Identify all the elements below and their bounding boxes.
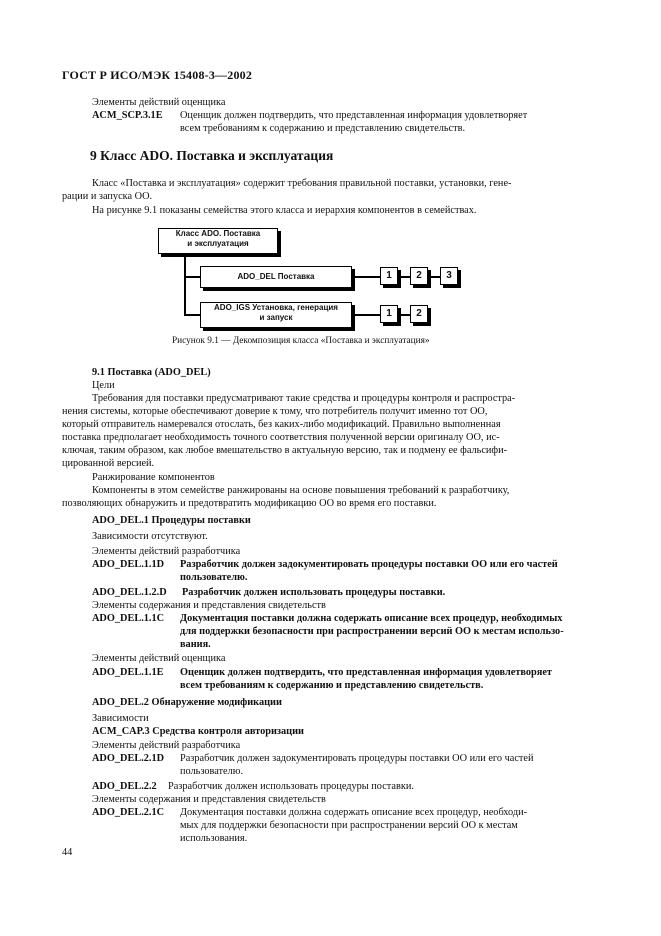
requirement-text: Разработчик должен использовать процедуры поставки.	[182, 587, 446, 598]
paragraph-line: цированной версией.	[62, 458, 155, 469]
component-box: 2	[410, 267, 428, 285]
requirement-text: Документация поставки должна содержать описание всех процедур, необходимых	[180, 613, 563, 624]
class-box	[158, 228, 278, 254]
class-box-line: и эксплуатация	[187, 239, 249, 248]
document-header: ГОСТ Р ИСО/МЭК 15408-3—2002	[62, 68, 253, 82]
page-number: 44	[62, 847, 73, 858]
connector-line	[352, 276, 380, 278]
paragraph-line: нения системы, которые обеспечивают доверие к тому, что потребитель получит именно тот ОО,	[62, 406, 488, 417]
requirement-code: ADO_DEL.1.1D	[92, 559, 165, 570]
requirement-code: ADO_DEL.2.1C	[92, 807, 165, 818]
requirement-text-cont: мых для поддержки безопасности при распространении версий ОО к местам	[180, 820, 518, 831]
paragraph-line: Требования для поставки предусматривают такие средства и процедуры контроля и распростра-	[92, 393, 516, 404]
connector-line	[352, 314, 380, 316]
paragraph: Класс «Поставка и эксплуатация» содержит требования правильной поставки, установки, гене-	[92, 178, 512, 189]
paragraph-cont: рации и запуска ОО.	[62, 191, 153, 202]
requirement-text-cont: использования.	[180, 833, 248, 844]
requirement-text-cont: всем требованиям к содержанию и представлению свидетельств.	[180, 680, 484, 691]
requirement-code: ADO_DEL.1.2.D	[92, 587, 167, 598]
paragraph-line: позволяющих обнаружить и предотвратить модификацию ОО во время его поставки.	[62, 498, 437, 509]
component-title: ADO_DEL.2 Обнаружение модификации	[92, 697, 282, 708]
figure-caption: Рисунок 9.1 — Декомпозиция класса «Поставка и эксплуатация»	[172, 336, 430, 346]
goals-label: Цели	[92, 380, 115, 391]
requirement-code: ADO_DEL.2.2	[92, 781, 157, 792]
requirement-text-cont: вания.	[180, 639, 211, 650]
paragraph-line: ключая, таким образом, как любое вмешательство в актуальную версию, так и подмену ее фальсифи-	[62, 445, 508, 456]
family-box-ado-del	[200, 266, 352, 288]
requirement-code: ACM_SCP.3.1E	[92, 110, 163, 121]
component-title: ADO_DEL.1 Процедуры поставки	[92, 515, 251, 526]
ranking-label: Ранжирование компонентов	[92, 472, 215, 483]
content-elements-label: Элементы содержания и представления свидетельств	[92, 794, 326, 805]
dependencies-label: Зависимости	[92, 713, 149, 724]
dev-elements-label: Элементы действий разработчика	[92, 546, 241, 557]
connector-line	[184, 314, 200, 316]
family-box-line: ADO_IGS Установка, генерация	[214, 303, 338, 312]
paragraph-line: который отправитель намеревался отослать, без каких-либо модификаций. Правильно выполненная	[62, 419, 501, 430]
requirement-text-cont: пользователю.	[180, 572, 248, 583]
requirement-code: ADO_DEL.1.1E	[92, 667, 164, 678]
connector-line	[430, 276, 440, 278]
component-box: 2	[410, 305, 428, 323]
paragraph-line: Компоненты в этом семействе ранжированы на основе повышения требований к разработчику,	[92, 485, 510, 496]
eval-elements-label: Элементы действий оценщика	[92, 97, 226, 108]
connector-line	[184, 254, 186, 316]
content-elements-label: Элементы содержания и представления свидетельств	[92, 600, 326, 611]
connector-line	[400, 314, 410, 316]
class-box-line: Класс ADO. Поставка	[175, 229, 261, 238]
subsection-heading: 9.1 Поставка (ADO_DEL)	[92, 367, 211, 378]
class-decomposition-diagram	[150, 226, 470, 336]
requirement-text: Разработчик должен задокументировать процедуры поставки ОО или его частей	[180, 559, 558, 570]
requirement-code: ADO_DEL.2.1D	[92, 753, 165, 764]
requirement-text: Разработчик должен использовать процедуры поставки.	[168, 781, 414, 792]
connector-line	[184, 276, 200, 278]
connector-line	[400, 276, 410, 278]
paragraph-line: поставка предполагает необходимость точного соответствия полученной версии оригиналу ОО, ис-	[62, 432, 500, 443]
dev-elements-label: Элементы действий разработчика	[92, 740, 241, 751]
eval-elements-label: Элементы действий оценщика	[92, 653, 226, 664]
requirement-text-cont: пользователю.	[180, 766, 244, 777]
dependencies-label: Зависимости отсутствуют.	[92, 531, 208, 542]
family-box-line: и запуск	[259, 313, 293, 322]
family-box-label: ADO_DEL Поставка	[237, 272, 315, 281]
requirement-text-cont: всем требованиям к содержанию и представлению свидетельств.	[180, 123, 466, 134]
component-box: 3	[440, 267, 458, 285]
component-box: 1	[380, 305, 398, 323]
requirement-text: Оценщик должен подтвердить, что представленная информация удовлетворяет	[180, 110, 528, 121]
requirement-text: Разработчик должен задокументировать процедуры поставки ОО или его частей	[180, 753, 534, 764]
requirement-text: Документация поставки должна содержать описание всех процедур, необходи-	[180, 807, 528, 818]
requirement-code: ADO_DEL.1.1C	[92, 613, 165, 624]
requirement-text-cont: для поддержки безопасности при распространении версий ОО к местам использо-	[180, 626, 564, 637]
section-heading: 9 Класс ADO. Поставка и эксплуатация	[90, 148, 334, 163]
dependency-item: ACM_CAP.3 Средства контроля авторизации	[92, 726, 304, 737]
paragraph: На рисунке 9.1 показаны семейства этого класса и иерархия компонентов в семействах.	[92, 205, 477, 216]
family-box-ado-igs	[200, 302, 352, 328]
component-box: 1	[380, 267, 398, 285]
requirement-text: Оценщик должен подтвердить, что представленная информация удовлетворяет	[180, 667, 552, 678]
